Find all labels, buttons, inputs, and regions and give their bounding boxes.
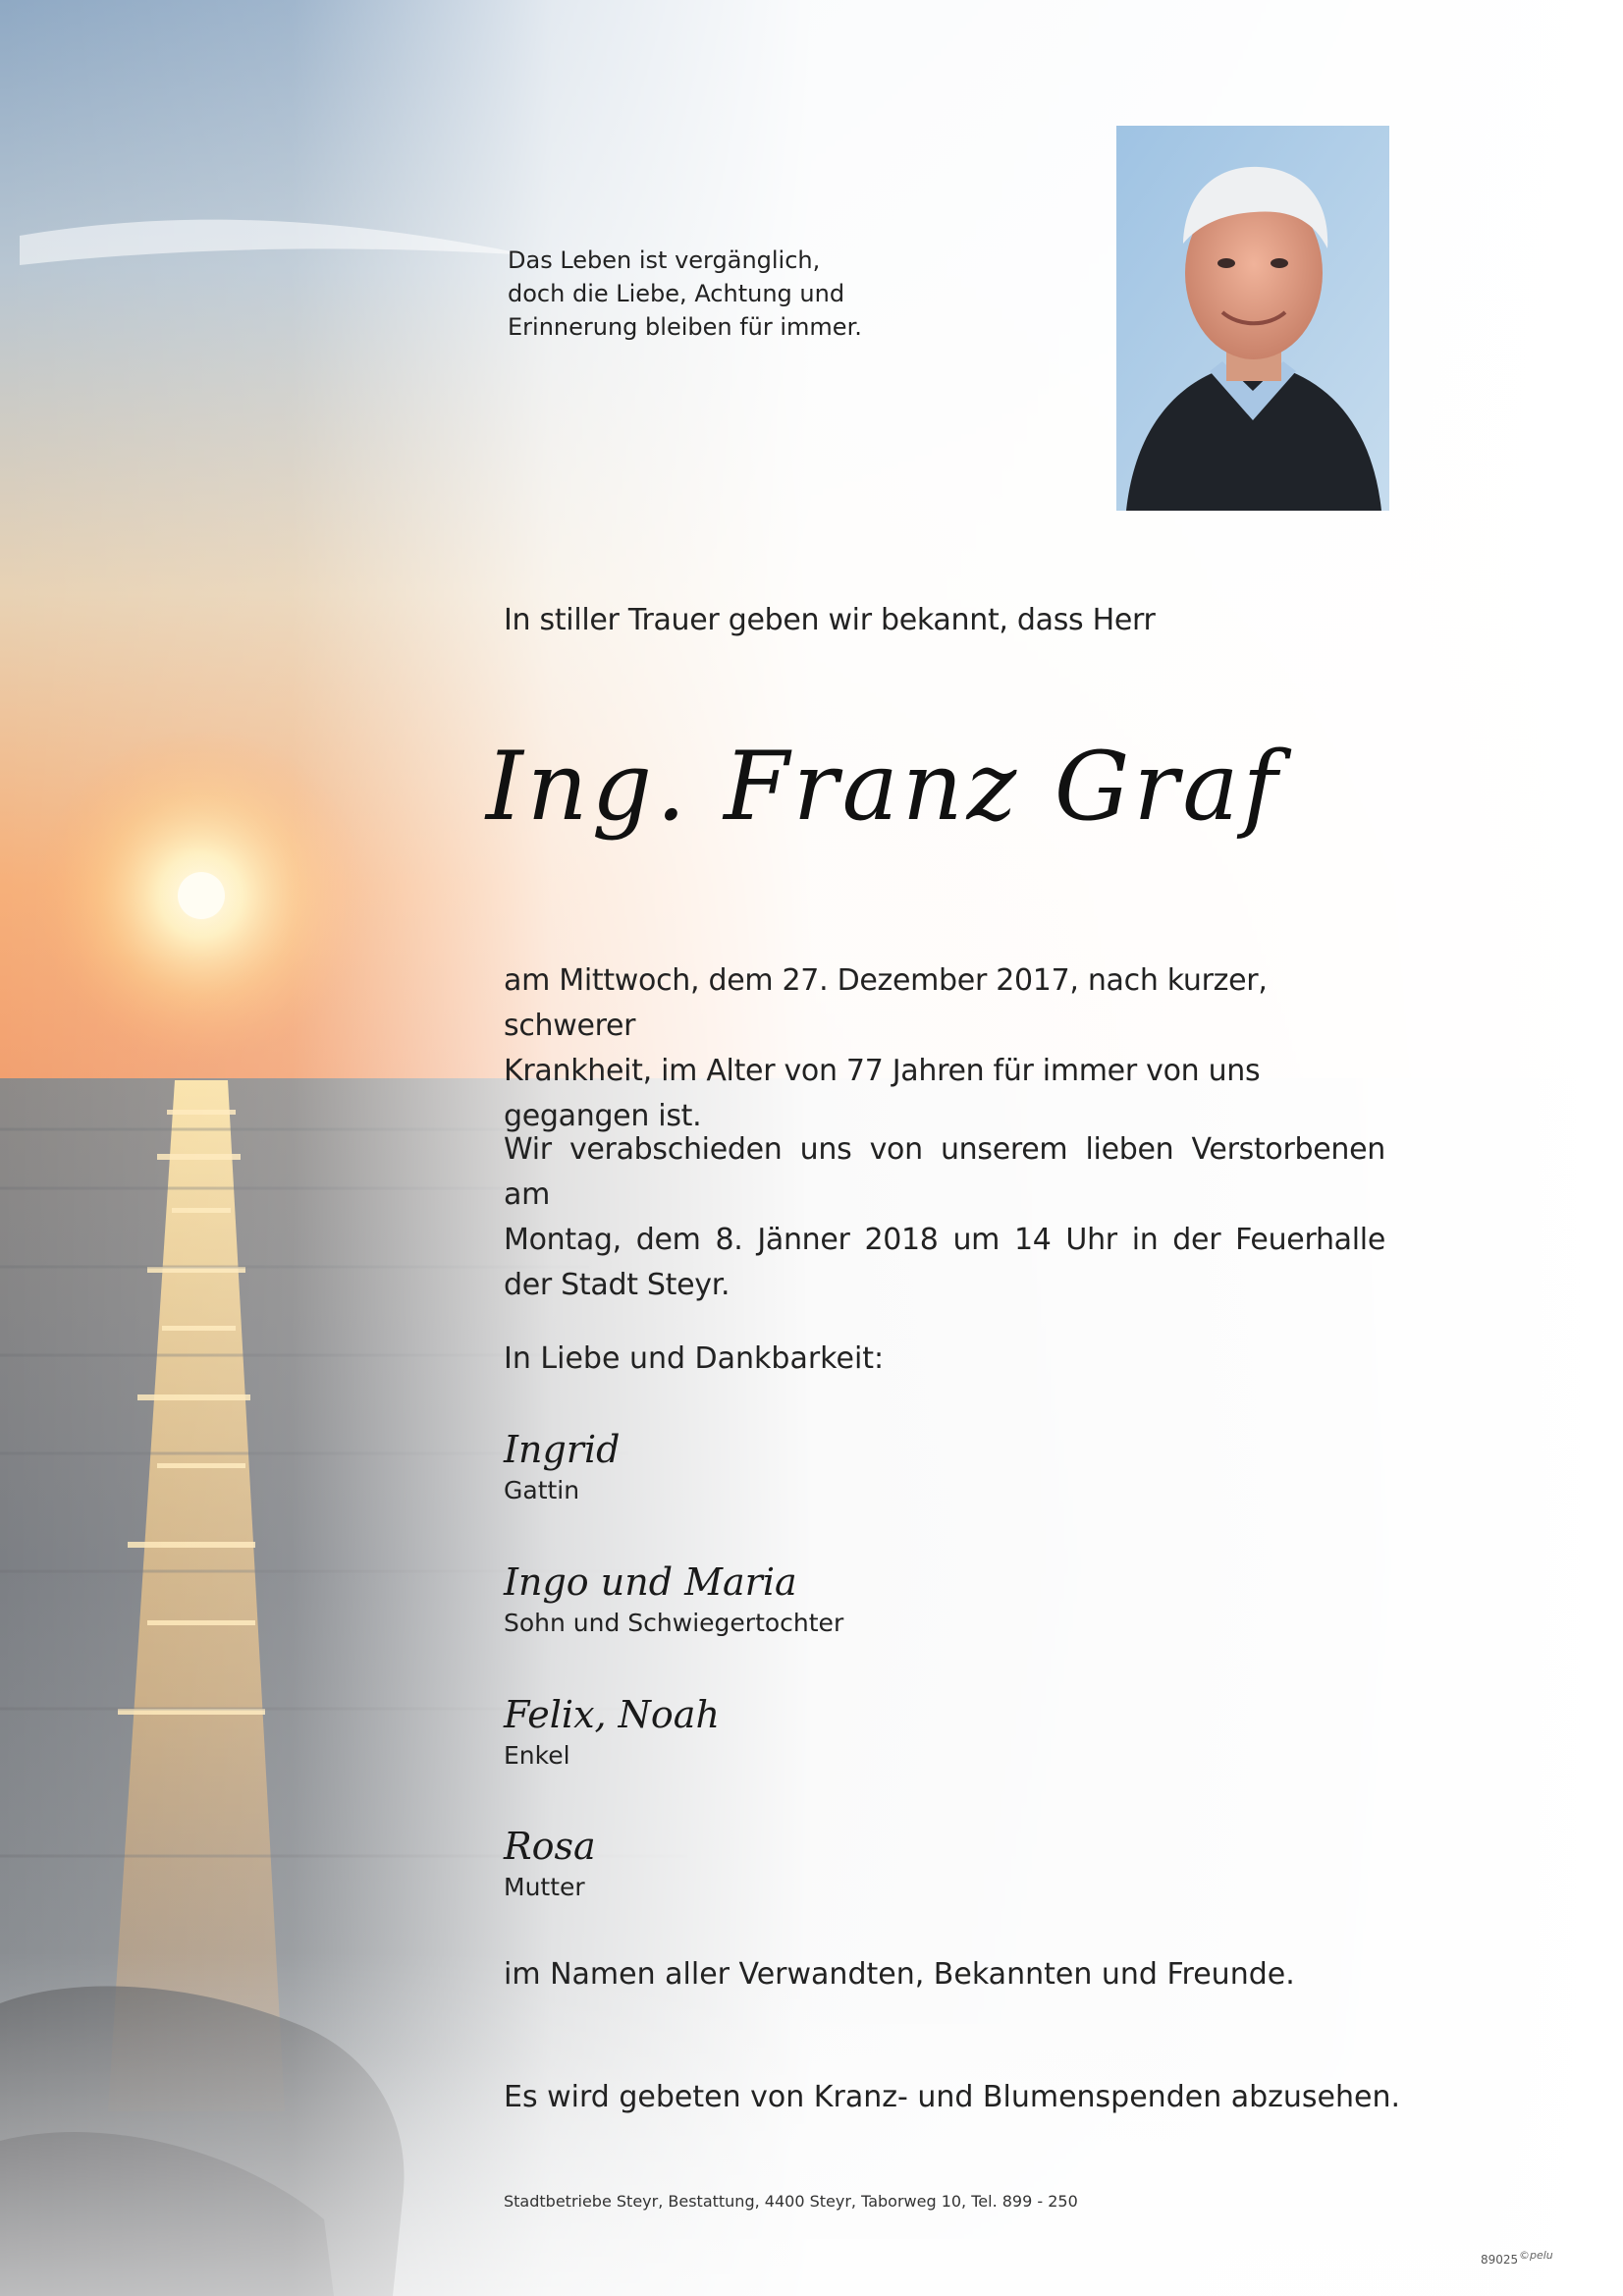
motto-line: doch die Liebe, Achtung und <box>508 280 845 307</box>
farewell-line: der Stadt Steyr. <box>504 1268 730 1302</box>
funeral-home-footer: Stadtbetriebe Steyr, Bestattung, 4400 Steyr, Taborweg 10, Tel. 899 - 250 <box>504 2192 1078 2211</box>
print-code: 89025 <box>1481 2253 1519 2267</box>
death-notice <box>504 958 1387 1139</box>
closing-text: im Namen aller Verwandten, Bekannten und Freunde. <box>504 1957 1295 1992</box>
mourner-entry <box>504 1560 1191 1641</box>
death-notice-line: am Mittwoch, dem 27. Dezember 2017, nach kurzer, schwerer <box>504 963 1268 1043</box>
printer-logo: ©pelu <box>1519 2249 1553 2262</box>
motto-line: Erinnerung bleiben für immer. <box>508 313 862 341</box>
mourner-entry <box>504 1428 1191 1508</box>
farewell-line: Montag, dem 8. Jänner 2018 um 14 Uhr in der Feuerhalle <box>504 1223 1385 1257</box>
mourner-relation: Enkel <box>504 1741 570 1770</box>
deceased-name: Ing. Franz Graf <box>485 732 1282 842</box>
mourner-name: Rosa <box>504 1825 596 1868</box>
death-notice-line: Krankheit, im Alter von 77 Jahren für immer von uns gegangen ist. <box>504 1054 1261 1133</box>
motto <box>508 244 920 344</box>
farewell-notice <box>504 1127 1385 1308</box>
mourner-entry <box>504 1825 1191 1905</box>
thanks-heading: In Liebe und Dankbarkeit: <box>504 1341 885 1376</box>
donation-request: Es wird gebeten von Kranz- und Blumenspenden abzusehen. <box>504 2080 1401 2114</box>
mourner-relation: Sohn und Schwiegertochter <box>504 1609 844 1637</box>
intro-text: In stiller Trauer geben wir bekannt, dass Herr <box>504 603 1156 637</box>
mourner-name: Felix, Noah <box>504 1693 720 1736</box>
portrait-photo <box>1116 126 1389 511</box>
mourner-relation: Mutter <box>504 1873 585 1901</box>
mourner-entry <box>504 1693 1191 1774</box>
mourner-name: Ingrid <box>504 1428 621 1471</box>
farewell-line: Wir verabschieden uns von unserem lieben Verstorbenen am <box>504 1132 1385 1212</box>
mourner-relation: Gattin <box>504 1476 580 1504</box>
motto-line: Das Leben ist vergänglich, <box>508 246 821 274</box>
mourner-name: Ingo und Maria <box>504 1560 797 1604</box>
